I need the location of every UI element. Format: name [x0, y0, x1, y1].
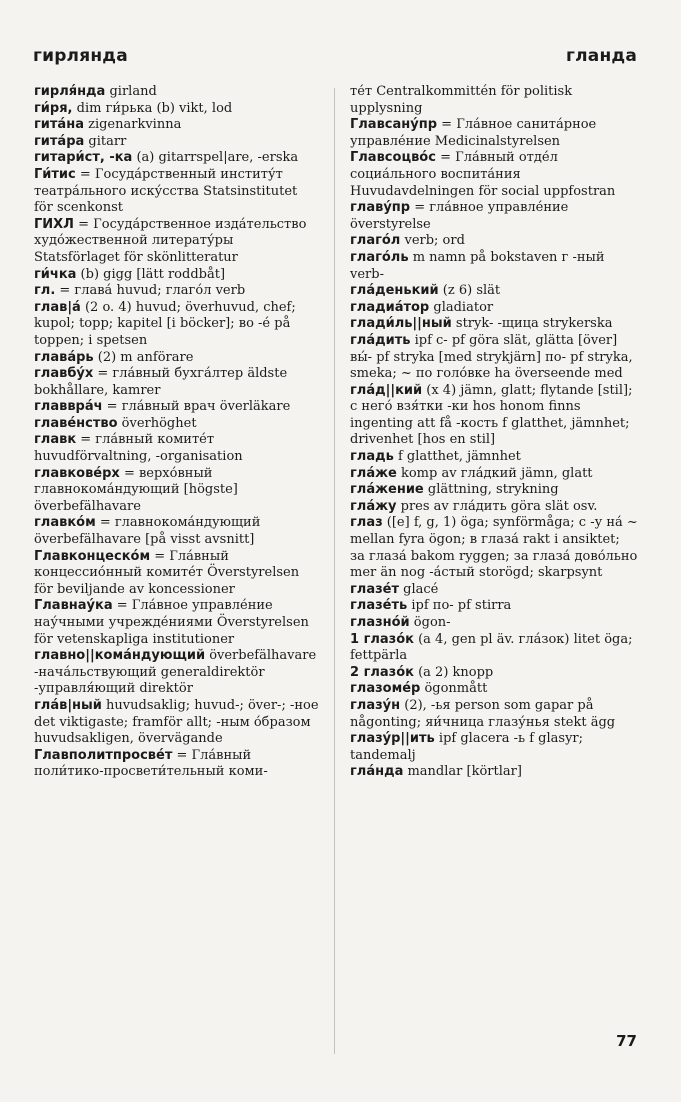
dictionary-entry	[350, 383, 638, 449]
entry-headword: глазе́т	[350, 581, 399, 597]
entry-headword: главвра́ч	[34, 399, 103, 415]
entry-definition: = гла́вный врач överläkare	[102, 399, 291, 415]
entry-headword: главно||кома́ндующий	[34, 648, 206, 664]
dictionary-entry	[34, 399, 320, 416]
dictionary-entry	[34, 167, 320, 217]
page-header	[30, 46, 637, 76]
dictionary-entry	[350, 200, 638, 233]
entry-headword: ги́ря,	[34, 100, 73, 116]
entry-headword: глазу́р||ить	[350, 731, 435, 747]
entry-definition: = глава́ huvud; глаго́л verb	[55, 283, 246, 299]
dictionary-entry	[34, 300, 320, 350]
entry-definition: ögonmått	[420, 681, 488, 697]
dictionary-entry	[350, 449, 638, 466]
entry-definition: (z 6) slät	[438, 283, 501, 299]
entry-definition: dim ги́рька (b) vikt, lod	[72, 100, 233, 116]
entry-headword: главу́пр	[350, 200, 411, 216]
entry-headword: гита́на	[34, 117, 84, 133]
dictionary-entry	[34, 150, 320, 167]
entry-headword: глав|а́	[34, 299, 81, 315]
dictionary-entry	[34, 134, 320, 151]
entry-headword: Главнау́ка	[34, 598, 113, 614]
entry-definition: girland	[105, 84, 157, 99]
dictionary-entry	[350, 499, 638, 516]
dictionary-entry	[350, 698, 638, 731]
dictionary-entry	[34, 648, 320, 698]
entry-definition: gitarr	[84, 133, 127, 149]
dictionary-entry	[350, 482, 638, 499]
entry-definition: (a 2) knopp	[413, 664, 494, 680]
dictionary-entry	[34, 598, 320, 648]
header-first-headword: гирлянда	[33, 46, 128, 66]
entry-headword: Главсоцво́с	[350, 150, 436, 166]
entry-definition: = гла́вный бухга́лтер äldste bokhållare, kamrer	[34, 366, 288, 398]
entry-definition: f glatthet, jämnhet	[393, 449, 521, 465]
entry-definition: (x 4) jämn, glatt; flytande [stil]; с него́ взя́тки -ки hos honom finns ingenting att få -кость f glatthet, jämnhet; drivenhet [hos en stil]	[350, 382, 633, 448]
entry-headword: главко́м	[34, 515, 96, 531]
dictionary-entry	[350, 764, 638, 781]
entry-definition: = верхо́вный главнокома́ндующий [högste] överbefälhavare	[34, 465, 238, 514]
column-divider	[334, 88, 335, 1054]
entry-headword: гла́нда	[350, 764, 404, 780]
dictionary-entry	[34, 416, 320, 433]
page-number: 77	[616, 1032, 637, 1050]
entry-definition: verb; ord	[400, 233, 465, 249]
entry-headword: Главконцеско́м	[34, 548, 151, 564]
entry-definition: zigenarkvinna	[83, 117, 182, 133]
entry-headword: ги́чка	[34, 266, 77, 282]
entry-definition: glättning, strykning	[423, 482, 559, 498]
entry-headword: глава́рь	[34, 349, 94, 365]
dictionary-entry	[350, 615, 638, 632]
dictionary-entry	[34, 117, 320, 134]
entry-headword: гирля́нда	[34, 84, 106, 99]
dictionary-entry	[34, 101, 320, 118]
entry-headword: главк	[34, 432, 77, 448]
entry-definition: m namn på bokstaven г -ный verb-	[350, 249, 605, 282]
dictionary-entry	[34, 84, 320, 101]
entry-headword: глади́ль||ный	[350, 316, 452, 332]
entry-headword: глаго́ль	[350, 249, 409, 265]
entry-headword: гла́д||кий	[350, 382, 423, 398]
entry-headword: гита́ра	[34, 133, 85, 149]
entry-definition: komp av гла́дкий jämn, glatt	[396, 465, 593, 481]
entry-definition: stryk- -щица strykerska	[451, 316, 613, 332]
entry-headword: ГИХЛ	[34, 216, 74, 232]
entry-definition: = Гла́вный концессио́нный комите́т Överstyrelsen för beviljande av koncessioner	[34, 548, 300, 597]
entry-definition: ([e] f, g, 1) öga; synförmåga; с -у на́ ~ mellan fyra ögon; в глаза́ rakt i ansiktet; за глаза́ bakom ryggen; за глаза́ дово́льно mer än nog -а́стый storögd; skarpsynt	[350, 515, 638, 581]
entry-headword: глазе́ть	[350, 598, 408, 614]
entry-definition: överbefälhavare -нача́льствующий generaldirektör -управля́ющий direktör	[34, 648, 317, 697]
left-column	[34, 84, 320, 781]
entry-headword: главе́нство	[34, 415, 118, 431]
entry-headword: 2 глазо́к	[350, 664, 414, 680]
dictionary-entry	[34, 748, 320, 781]
entry-headword: Ги́тис	[34, 166, 76, 182]
entry-headword: глазоме́р	[350, 681, 421, 697]
dictionary-entry	[350, 731, 638, 764]
dictionary-entry	[350, 150, 638, 200]
dictionary-entry	[34, 217, 320, 267]
entry-definition: = гла́вное управле́ние överstyrelse	[350, 200, 569, 232]
entry-headword: гл.	[34, 283, 56, 299]
entry-definition: pres av гла́дить göra slät osv.	[396, 498, 598, 514]
dictionary-entry	[34, 366, 320, 399]
entry-definition: (2) m anförare	[93, 349, 194, 365]
entry-definition: = Госуда́рственное изда́тельство худо́жественной литерату́ры Statsförlaget för skönlitteratur	[34, 216, 307, 265]
entry-definition: (2 o. 4) huvud; överhuvud, chef; kupol; topp; kapitel [i böcker]; во -е́ på toppen; i spetsen	[34, 299, 296, 348]
dictionary-entry	[350, 117, 638, 150]
entry-headword: глазу́н	[350, 697, 401, 713]
dictionary-entry	[350, 681, 638, 698]
dictionary-entry	[34, 283, 320, 300]
dictionary-entry	[350, 466, 638, 483]
entry-definition: gladiator	[429, 299, 494, 315]
entry-headword: Главсану́пр	[350, 117, 438, 133]
dictionary-entry	[350, 515, 638, 581]
entry-definition: ipf glacera -ь f glasyr; tandemalj	[350, 731, 584, 763]
entry-definition: (a 4, gen pl äv. гла́зок) litet öga; fettpärla	[350, 631, 633, 664]
dictionary-entry	[34, 267, 320, 284]
entry-headword: Главполитпросве́т	[34, 747, 173, 763]
entry-definition: = Гла́вный поли́тико-просвети́тельный коми-	[34, 747, 268, 780]
entry-definition: (a) gitarrspel|are, -erska	[132, 150, 299, 166]
entry-headword: главбу́х	[34, 366, 94, 382]
dictionary-entry	[34, 515, 320, 548]
entry-definition: = Госуда́рственный институ́т театра́льного иску́сства Statsinstitutet för scenkonst	[34, 166, 298, 216]
entry-headword: гладиа́тор	[350, 299, 430, 315]
dictionary-entry	[350, 632, 638, 665]
entry-definition: = главнокома́ндующий överbefälhavare [på visst avsnitt]	[34, 515, 261, 548]
dictionary-entry	[34, 350, 320, 367]
entry-headword: глазно́й	[350, 615, 410, 630]
entry-headword: гла́в|ный	[34, 697, 102, 713]
dictionary-entry	[350, 316, 638, 333]
header-last-headword: гланда	[566, 46, 637, 66]
entry-definition: (b) gigg [lätt roddbåt]	[76, 266, 226, 282]
entry-definition: = Гла́вное управле́ние нау́чными учрежде́ниями Överstyrelsen för vetenskapliga institutioner	[34, 598, 309, 647]
entry-definition: glacé	[399, 581, 439, 597]
entry-definition: huvudsaklig; huvud-; över-; -ное det viktigaste; framför allt; -ным о́бразом huvudsakligen, övervägande	[34, 697, 319, 747]
dictionary-entry	[34, 432, 320, 465]
dictionary-entry	[350, 333, 638, 383]
entry-headword: гла́жу	[350, 498, 397, 514]
entry-headword: гла́же	[350, 465, 397, 481]
entry-definition: ögon-	[409, 615, 451, 630]
entry-definition: ipf по- pf stirra	[407, 598, 512, 614]
entry-headword: главкове́рх	[34, 465, 120, 481]
entry-headword: гла́жение	[350, 482, 424, 498]
entry-definition: ipf с- pf göra slät, glätta [över] вы́- pf stryka [med strykjärn] по- pf stryka, smeka; ~ по голо́вке ha överseende med	[350, 332, 633, 382]
entry-definition: те́т Centralkommittén för politisk upplysning	[350, 84, 573, 116]
right-column	[350, 84, 638, 781]
dictionary-entry	[350, 598, 638, 615]
entry-definition: överhöghet	[117, 415, 197, 431]
dictionary-entry	[350, 84, 638, 117]
dictionary-entry	[350, 300, 638, 317]
dictionary-entry	[350, 250, 638, 283]
entry-definition: mandlar [körtlar]	[403, 764, 522, 780]
dictionary-entry	[34, 698, 320, 748]
dictionary-entry	[350, 283, 638, 300]
dictionary-entry	[350, 233, 638, 250]
dictionary-entry	[350, 582, 638, 599]
entry-definition: = Гла́вное санита́рное управле́ние Medicinalstyrelsen	[350, 117, 597, 149]
dictionary-entry	[34, 549, 320, 599]
dictionary-entry	[350, 665, 638, 682]
entry-headword: 1 глазо́к	[350, 631, 414, 647]
entry-headword: глаз	[350, 515, 383, 531]
entry-headword: гла́денький	[350, 283, 439, 299]
entry-headword: гитари́ст, -ка	[34, 150, 133, 166]
entry-definition: = Гла́вный отде́л социа́льного воспита́ния Huvudavdelningen för social uppfostran	[350, 150, 616, 199]
entry-definition: = гла́вный комите́т huvudförvaltning, -organisation	[34, 432, 243, 465]
entry-headword: гла́дить	[350, 332, 411, 348]
dictionary-entry	[34, 466, 320, 516]
entry-headword: гладь	[350, 449, 394, 465]
entry-headword: глаго́л	[350, 233, 401, 249]
entry-definition: (2), -ья person som gapar på någonting; яи́чница глазу́нья stekt ägg	[350, 697, 616, 730]
